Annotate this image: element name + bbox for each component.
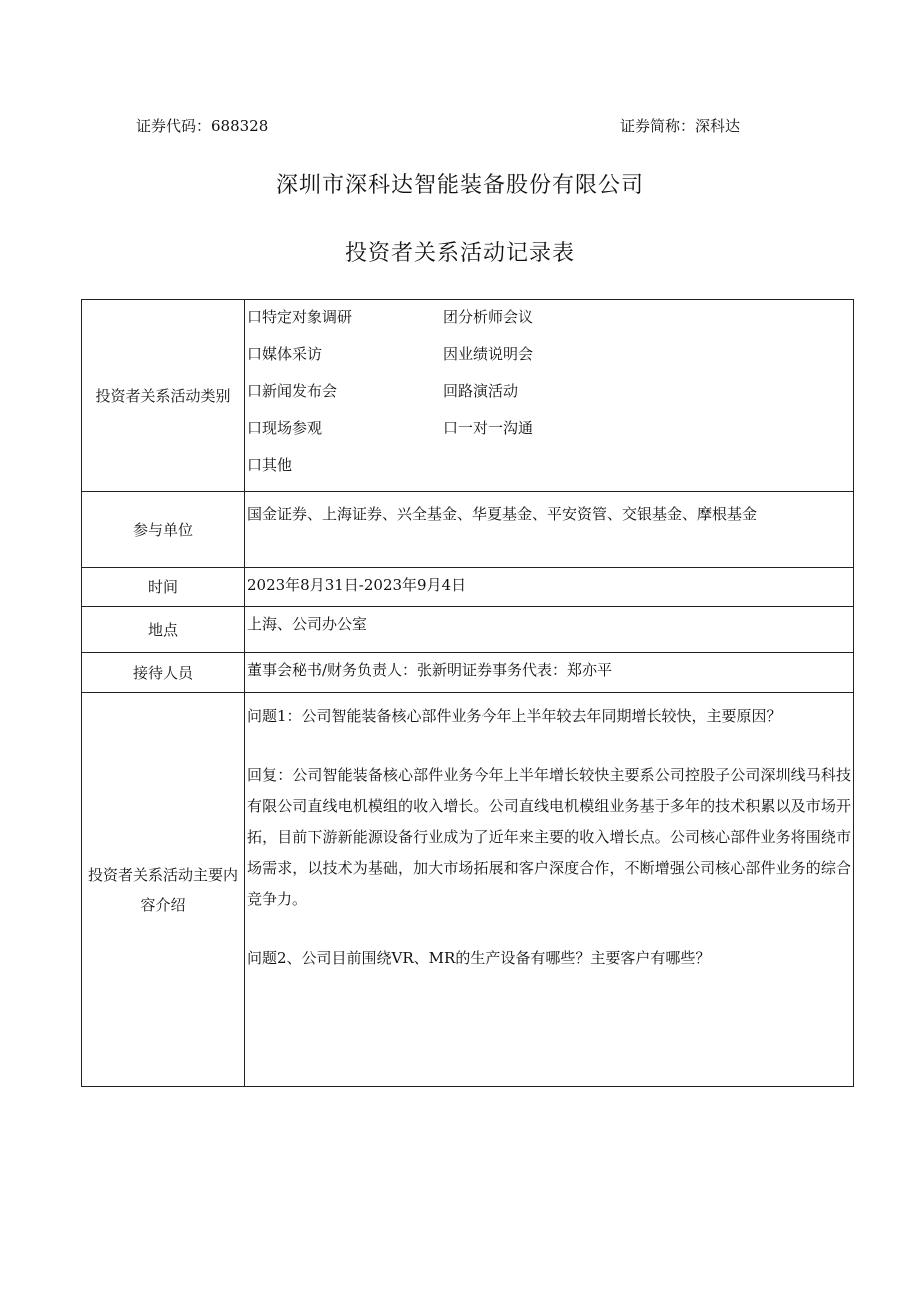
reception-cell bbox=[245, 653, 854, 693]
activity-record-table bbox=[81, 299, 854, 1087]
location-cell bbox=[245, 607, 854, 653]
time-cell bbox=[245, 568, 854, 607]
row-time bbox=[82, 568, 854, 607]
type-option-row bbox=[247, 450, 853, 487]
activity-type-label bbox=[82, 300, 245, 492]
location-value: 上海、公司办公室 bbox=[247, 615, 368, 633]
activity-type-label-text: 投资者关系活动类别 bbox=[95, 386, 231, 405]
type-option[interactable]: 团分析师会议 bbox=[443, 308, 534, 326]
type-option[interactable]: 口特定对象调研 bbox=[247, 308, 353, 326]
type-option-row bbox=[247, 339, 853, 376]
question-1: 问题1：公司智能装备核心部件业务今年上半年较去年同期增长较快，主要原因？ bbox=[247, 707, 782, 725]
reception-label: 接待人员 bbox=[82, 653, 245, 693]
time-label: 时间 bbox=[82, 568, 245, 607]
question-2: 问题2、公司目前围绕VR、MR的生产设备有哪些？主要客户有哪些？ bbox=[247, 949, 711, 967]
type-option-row bbox=[247, 302, 853, 339]
stock-code: 证券代码：688328 bbox=[136, 117, 269, 135]
main-content-label-text: 投资者关系活动主要内容介绍 bbox=[87, 865, 238, 914]
stock-abbreviation: 证券简称：深科达 bbox=[620, 117, 741, 135]
answer-1: 回复：公司智能装备核心部件业务今年上半年增长较快主要系公司控股子公司深圳线马科技有限公司直线电机模组的收入增长。公司直线电机模组业务基于多年的技术积累以及市场开拓，目前下游新能源设备行业成为了近年来主要的收入增长点。公司核心部件业务将围绕市场需求，以技术为基础，加大市场拓展和客户深度合作，不断增强公司核心部件业务的综合竞争力。 bbox=[247, 766, 851, 908]
reception-value: 董事会秘书/财务负责人：张新明证券事务代表：郑亦平 bbox=[247, 661, 613, 679]
type-option[interactable]: 因业绩说明会 bbox=[443, 345, 534, 363]
time-value: 2023年8月31日-2023年9月4日 bbox=[247, 576, 467, 594]
activity-type-options bbox=[245, 300, 854, 492]
row-activity-type bbox=[82, 300, 854, 492]
row-reception bbox=[82, 653, 854, 693]
row-location bbox=[82, 607, 854, 653]
participants-cell bbox=[245, 492, 854, 568]
form-title: 投资者关系活动记录表 bbox=[344, 241, 575, 266]
type-option[interactable]: 口一对一沟通 bbox=[443, 419, 534, 437]
participants-value: 国金证券、上海证券、兴全基金、华夏基金、平安资管、交银基金、摩根基金 bbox=[247, 505, 758, 523]
main-content-cell bbox=[245, 693, 854, 1087]
participants-label: 参与单位 bbox=[82, 492, 245, 568]
location-label: 地点 bbox=[82, 607, 245, 653]
type-option-row bbox=[247, 376, 853, 413]
type-option[interactable]: 口媒体采访 bbox=[247, 345, 323, 363]
company-name: 深圳市深科达智能装备股份有限公司 bbox=[275, 173, 644, 198]
row-main-content bbox=[82, 693, 854, 1087]
row-participants bbox=[82, 492, 854, 568]
type-option-row bbox=[247, 413, 853, 450]
type-option[interactable]: 口新闻发布会 bbox=[247, 382, 338, 400]
type-option[interactable]: 口现场参观 bbox=[247, 419, 323, 437]
type-option[interactable]: 回路演活动 bbox=[443, 382, 519, 400]
type-option[interactable]: 口其他 bbox=[247, 456, 293, 474]
main-content-label bbox=[82, 693, 245, 1087]
